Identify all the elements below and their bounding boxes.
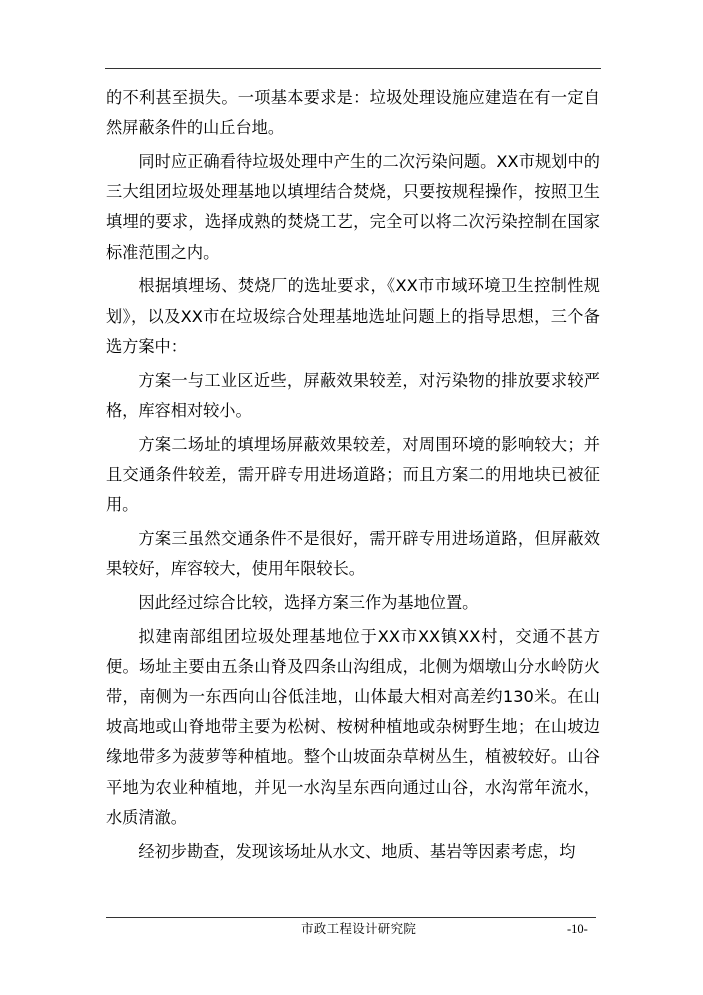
page-number: -10- bbox=[567, 922, 588, 936]
paragraph-9: 经初步勘查，发现该场址从水文、地质、基岩等因素考虑，均 bbox=[138, 841, 576, 861]
header-rule bbox=[105, 68, 601, 69]
paragraph-3: 根据填埋场、焚烧厂的选址要求，《XX市市域环境卫生控制性规划》，以及XX市在垃圾综合处理基地选址问题上的指导思想，三个备选方案中： bbox=[106, 276, 600, 356]
paragraph-2: 同时应正确看待垃圾处理中产生的二次污染问题。XX市规划中的三大组团垃圾处理基地以填埋结合焚烧，只要按规程操作，按照卫生填埋的要求，选择成熟的焚烧工艺，完全可以将二次污染控制在国家标准范围之内。 bbox=[106, 152, 600, 262]
paragraph-8: 拟建南部组团垃圾处理基地位于XX市XX镇XX村，交通不甚方便。场址主要由五条山脊及四条山沟组成，北侧为烟墩山分水岭防火带，南侧为一东西向山谷低洼地，山体最大相对高差约130米。在山坡高地或山脊地带主要为松树、桉树种植地或杂树野生地；在山坡边缘地带多为菠萝等种植地。整个山坡面杂草树丛生，植被较好。山谷平地为农业种植地，并见一水沟呈东西向通过山谷，水沟常年流水，水质清澈。 bbox=[106, 626, 600, 827]
paragraph-1: 的不利甚至损失。一项基本要求是：垃圾处理设施应建造在有一定自然屏蔽条件的山丘台地。 bbox=[106, 88, 600, 138]
paragraph-7: 因此经过综合比较，选择方案三作为基地位置。 bbox=[138, 592, 479, 612]
paragraph-5: 方案二场址的填埋场屏蔽效果较差，对周围环境的影响较大；并且交通条件较差，需开辟专用进场道路；而且方案二的用地块已被征用。 bbox=[106, 434, 600, 515]
paragraph-6: 方案三虽然交通条件不是很好，需开辟专用进场道路，但屏蔽效果较好，库容较大，使用年限较长。 bbox=[106, 528, 600, 579]
footer-rule bbox=[106, 917, 596, 918]
body-text bbox=[106, 83, 600, 870]
paragraph-4: 方案一与工业区近些，屏蔽效果较差，对污染物的排放要求较严格，库容相对较小。 bbox=[106, 370, 600, 420]
footer-organization: 市政工程设计研究院 bbox=[301, 921, 417, 936]
